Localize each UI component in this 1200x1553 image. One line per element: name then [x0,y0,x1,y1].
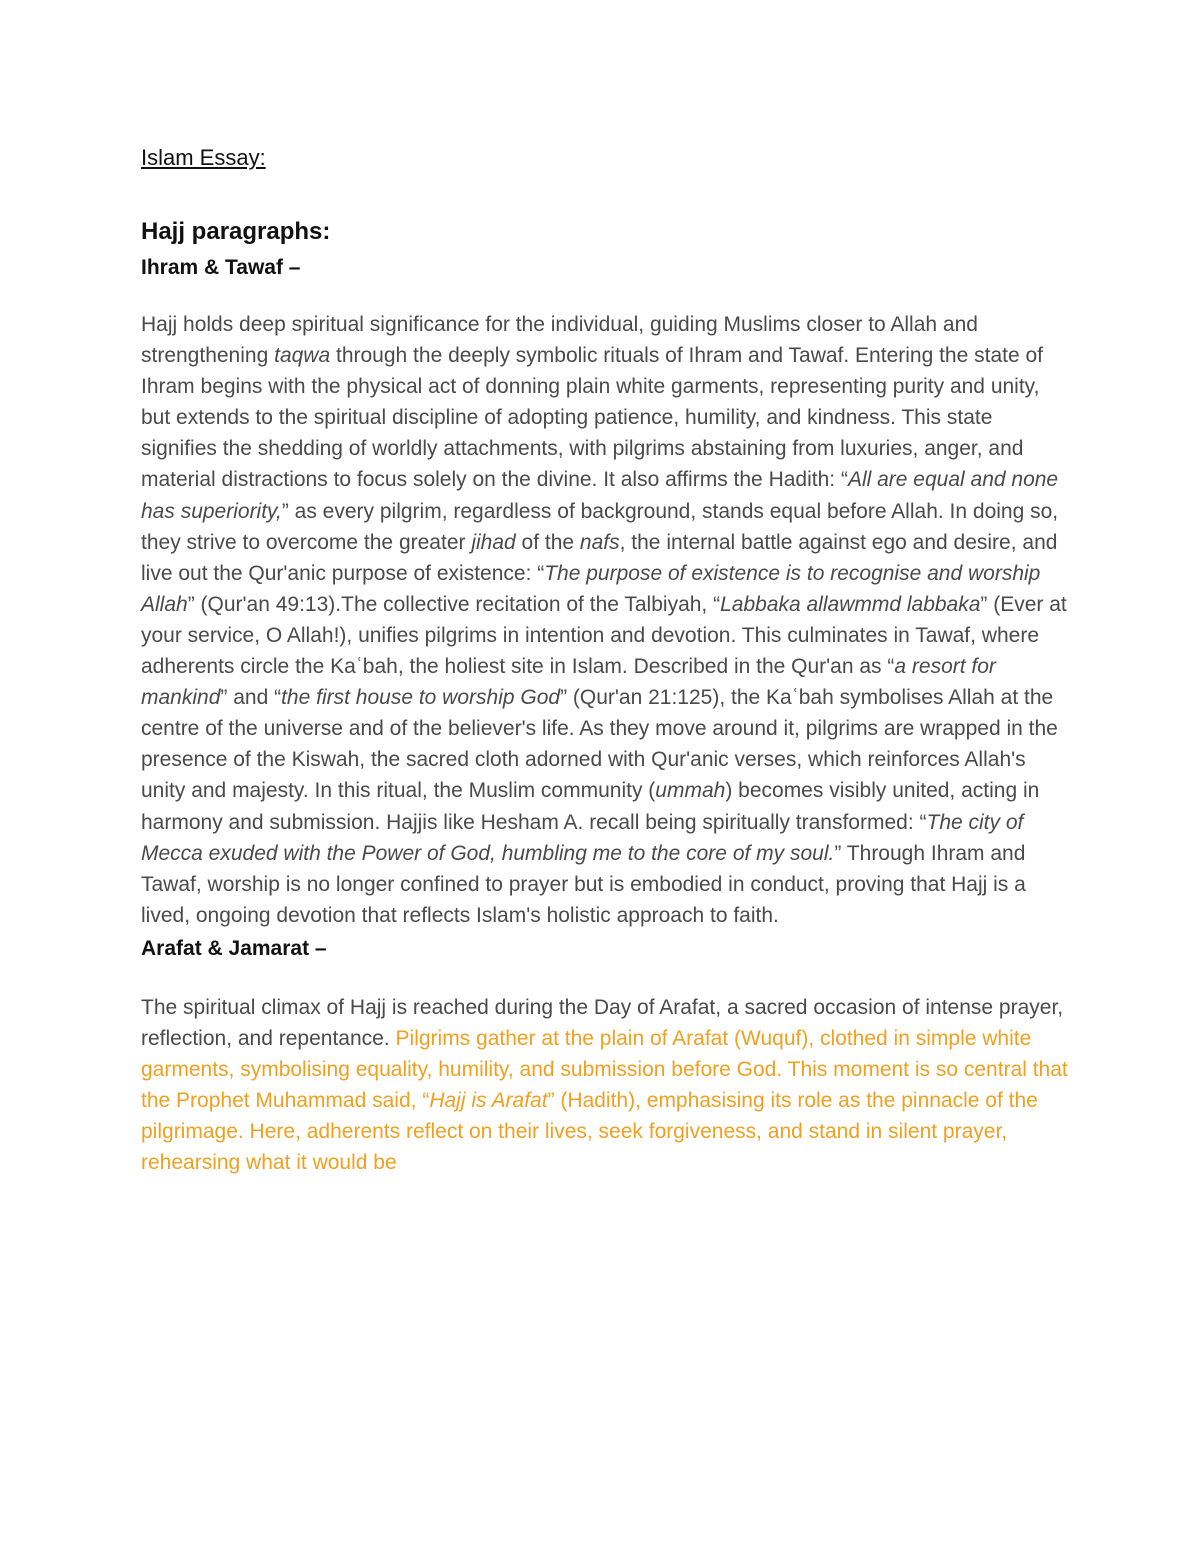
text-run: ” (Qur'an 21:125), the Kaʿbah symbolises Allah at the centre of the universe and of the believer's life. As they move around it, pilgrims are wrapped in the presence of the Kiswah, the sacred cloth adorned with Qur'anic verses, which reinforces Allah's unity and majesty. In this ritual, the Muslim community ( [141,686,1058,803]
document-content [141,140,1071,1178]
text-run: of the [515,530,580,554]
italic-term: jihad [471,530,516,554]
text-run: ” Through Ihram and Tawaf, worship is no longer confined to prayer but is embodied in conduct, proving that Hajj is a lived, ongoing devotion that reflects Islam's holistic approach to faith. [141,841,1026,927]
arafat-jamarat-heading: Arafat & Jamarat – [141,936,327,960]
highlighted-text-run: Pilgrims gather at the plain of Arafat (Wuquf), clothed in simple white garments, symbolising equality, humility, and submission before God. This moment is so central that the Prophet Muhammad said, “ [141,1026,1068,1113]
ihram-tawaf-heading: Ihram & Tawaf – [141,256,301,279]
text-run: ” (Qur'an 49:13).The collective recitation of the Talbiyah, “ [187,592,721,616]
italic-term: taqwa [274,344,331,368]
text-run: Hajj holds deep spiritual significance for the individual, guiding Muslims closer to Allah and strengthening [141,313,978,368]
text-run: ” (Ever at your service, O Allah!), unifies pilgrims in intention and devotion. This culminates in Tawaf, where adherents circle the Kaʿbah, the holiest site in Islam. Described in the Qur'an as “ [141,592,1067,679]
italic-quote: The purpose of existence is to recognise and worship Allah [141,561,1041,616]
italic-quote: the first house to worship God [281,686,561,710]
italic-quote: Labbaka allawmmd labbaka [720,592,981,616]
highlighted-text-run: ” (Hadith), emphasising its role as the pinnacle of the pilgrimage. Here, adherents reflect on their lives, seek forgiveness, and stand in silent prayer, rehearsing what it would be [141,1089,1038,1175]
italic-quote: The city of Mecca exuded with the Power of God, humbling me to the core of my soul. [141,810,1024,865]
text-run: ” and “ [220,686,282,710]
ihram-tawaf-paragraph [141,309,1071,931]
document-title: Islam Essay: [141,145,266,170]
italic-quote: a resort for mankind [141,655,996,710]
italic-term: nafs [579,530,620,554]
text-run: through the deeply symbolic rituals of Ihram and Tawaf. Entering the state of Ihram begins with the physical act of donning plain white garments, representing purity and unity, but extends to the spiritual discipline of adopting patience, humility, and kindness. This state signifies the shedding of worldly attachments, with pilgrims abstaining from luxuries, anger, and material distractions to focus solely on the divine. It also affirms the Hadith: “ [141,344,1043,492]
text-run: ) becomes visibly united, acting in harmony and submission. Hajjis like Hesham A. recall being spiritually transformed: “ [141,779,1040,834]
italic-quote: All are equal and none has superiority, [141,468,1059,523]
italic-term: ummah [655,779,726,803]
text-run: , the internal battle against ego and desire, and live out the Qur'anic purpose of existence: “ [141,530,1058,585]
section-heading: Hajj paragraphs: [141,218,331,245]
text-run: The spiritual climax of Hajj is reached during the Day of Arafat, a sacred occasion of intense prayer, reflection, and repentance. [141,995,1064,1050]
arafat-jamarat-paragraph [141,992,1071,1179]
highlighted-italic-quote: Hajj is Arafat [429,1089,548,1113]
text-run: ” as every pilgrim, regardless of background, stands equal before Allah. In doing so, they strive to overcome the greater [141,499,1059,554]
